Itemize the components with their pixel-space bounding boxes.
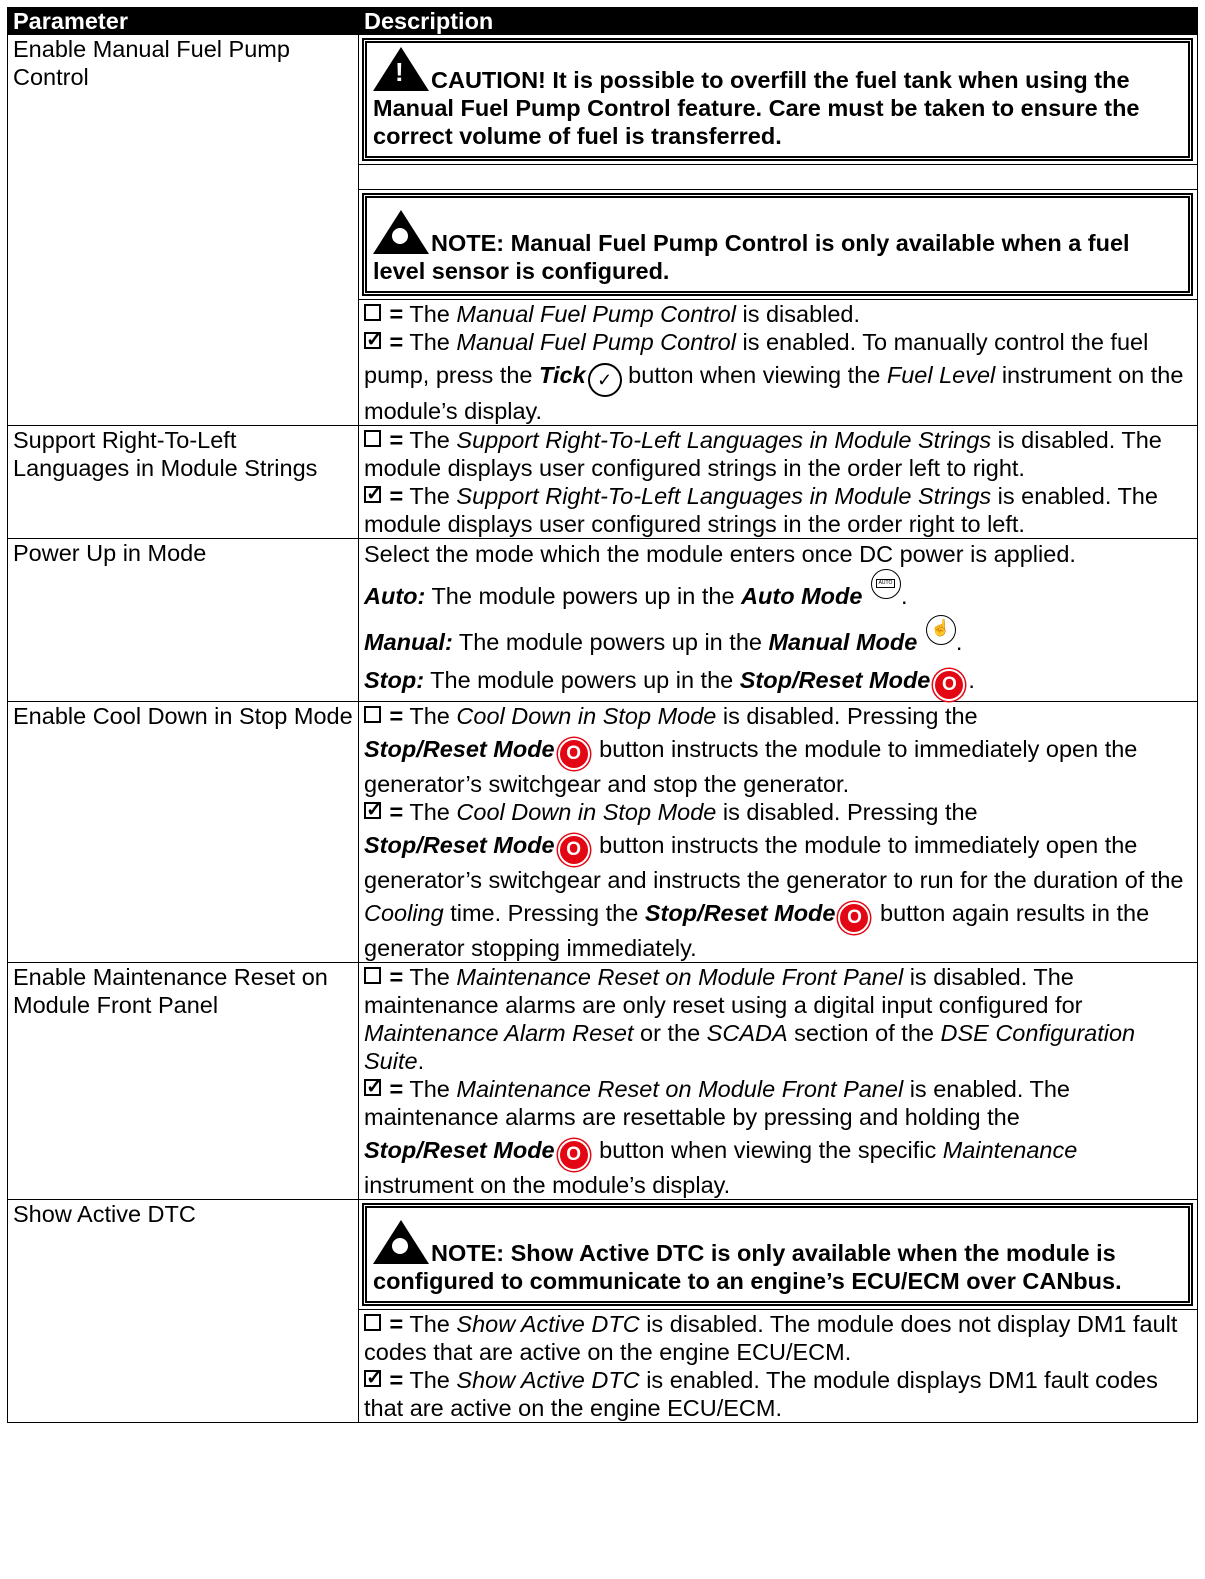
checked-box-icon bbox=[364, 486, 381, 503]
power-up-auto: Auto: The module powers up in the Auto Mode AUTO . bbox=[364, 569, 1192, 615]
option-enabled: ✓ = The Show Active DTC is enabled. The module displays DM1 fault codes that are active on the engine ECU/ECM. bbox=[364, 1366, 1192, 1422]
hand-manual-mode-icon: ☝ bbox=[926, 615, 956, 645]
table-row bbox=[8, 539, 1198, 702]
param-maintenance: Enable Maintenance Reset on Module Front Panel bbox=[8, 963, 359, 1200]
power-up-stop: Stop: The module powers up in the Stop/Reset Mode O . bbox=[364, 661, 1192, 701]
note-text: NOTE: Show Active DTC is only available when the module is configured to communicate to an engine’s ECU/ECM over CANbus. bbox=[373, 1240, 1122, 1294]
desc-maintenance bbox=[359, 963, 1198, 1200]
desc-cool-down bbox=[359, 702, 1198, 963]
table-row bbox=[8, 1200, 1198, 1423]
checked-box-icon bbox=[364, 802, 381, 819]
header-row bbox=[8, 8, 1198, 35]
stop-reset-button-icon: O bbox=[558, 1139, 590, 1171]
table-row bbox=[8, 35, 1198, 426]
unchecked-box-icon bbox=[364, 1314, 381, 1331]
option-enabled: ✓ = The Maintenance Reset on Module Front Panel is enabled. The maintenance alarms are resettable by pressing and holding the Stop/Reset Mode O button when viewing the specific Maintenance instrument on the module’s display. bbox=[364, 1075, 1192, 1199]
unchecked-box-icon bbox=[364, 706, 381, 723]
stop-reset-button-icon: O bbox=[558, 738, 590, 770]
note-triangle-icon bbox=[373, 210, 429, 254]
unchecked-box-icon bbox=[364, 430, 381, 447]
unchecked-box-icon bbox=[364, 967, 381, 984]
note-text: NOTE: Manual Fuel Pump Control is only available when a fuel level sensor is configured. bbox=[373, 230, 1130, 284]
option-list bbox=[359, 299, 1197, 425]
option-disabled: = The Manual Fuel Pump Control is disabled. bbox=[364, 300, 1192, 328]
unchecked-box-icon bbox=[364, 304, 381, 321]
option-disabled: = The Cool Down in Stop Mode is disabled. Pressing the Stop/Reset Mode O button instructs the module to immediately open the generator’s switchgear and stop the generator. bbox=[364, 703, 1138, 797]
caution-box bbox=[362, 38, 1193, 161]
power-up-manual: Manual: The module powers up in the Manual Mode ☝ . bbox=[364, 615, 1192, 661]
spacer bbox=[359, 164, 1197, 190]
stop-reset-button-icon: O bbox=[838, 902, 870, 934]
desc-rtl bbox=[359, 426, 1198, 539]
param-manual-fuel: Enable Manual Fuel Pump Control bbox=[8, 35, 359, 426]
auto-mode-button-icon: AUTO bbox=[871, 569, 901, 599]
note-triangle-icon bbox=[373, 1220, 429, 1264]
table-row bbox=[8, 426, 1198, 539]
option-disabled: = The Maintenance Reset on Module Front Panel is disabled. The maintenance alarms are only reset using a digital input configured for Maintenance Alarm Reset or the SCADA section of the DSE Configuration Suite. bbox=[364, 964, 1136, 1074]
stop-reset-button-icon: O bbox=[558, 834, 590, 866]
stop-reset-button-icon: O bbox=[933, 669, 965, 701]
table-row bbox=[8, 963, 1198, 1200]
tick-button-icon: ✓ bbox=[588, 363, 622, 397]
param-dtc: Show Active DTC bbox=[8, 1200, 359, 1423]
option-disabled: = The Support Right-To-Left Languages in Module Strings is disabled. The module displays user configured strings in the order left to right. bbox=[364, 427, 1162, 481]
option-list bbox=[359, 1309, 1197, 1422]
param-power-up: Power Up in Mode bbox=[8, 539, 359, 702]
option-enabled: ✓ = The Cool Down in Stop Mode is disabled. Pressing the Stop/Reset Mode O button instructs the module to immediately open the generator’s switchgear and instructs the generator to run for the duration of the Cooling time. Pressing the Stop/Reset Mode O button again results in the generator stopping immediately. bbox=[364, 798, 1192, 962]
desc-power-up bbox=[359, 539, 1198, 702]
checked-box-icon bbox=[364, 1370, 381, 1387]
table-row bbox=[8, 702, 1198, 963]
option-enabled: ✓ = The Manual Fuel Pump Control is enabled. To manually control the fuel pump, press the Tick ✓ button when viewing the Fuel Level instrument on the module’s display. bbox=[364, 328, 1192, 425]
checked-box-icon bbox=[364, 332, 381, 349]
parameter-table bbox=[7, 7, 1198, 1423]
header-parameter: Parameter bbox=[8, 8, 359, 35]
desc-dtc bbox=[359, 1200, 1198, 1423]
warning-triangle-icon: ! bbox=[373, 47, 429, 91]
option-enabled: ✓ = The Support Right-To-Left Languages in Module Strings is enabled. The module displays user configured strings in the order right to left. bbox=[364, 482, 1192, 538]
power-up-intro: Select the mode which the module enters once DC power is applied. bbox=[364, 541, 1076, 567]
note-box bbox=[362, 1203, 1193, 1306]
desc-manual-fuel bbox=[359, 35, 1198, 426]
param-rtl: Support Right-To-Left Languages in Module Strings bbox=[8, 426, 359, 539]
caution-text: CAUTION! It is possible to overfill the fuel tank when using the Manual Fuel Pump Control feature. Care must be taken to ensure the correct volume of fuel is transferred. bbox=[373, 67, 1140, 149]
header-description: Description bbox=[359, 8, 1198, 35]
option-disabled: = The Show Active DTC is disabled. The module does not display DM1 fault codes that are active on the engine ECU/ECM. bbox=[364, 1311, 1178, 1365]
checked-box-icon bbox=[364, 1079, 381, 1096]
note-box bbox=[362, 193, 1193, 296]
param-cool-down: Enable Cool Down in Stop Mode bbox=[8, 702, 359, 963]
